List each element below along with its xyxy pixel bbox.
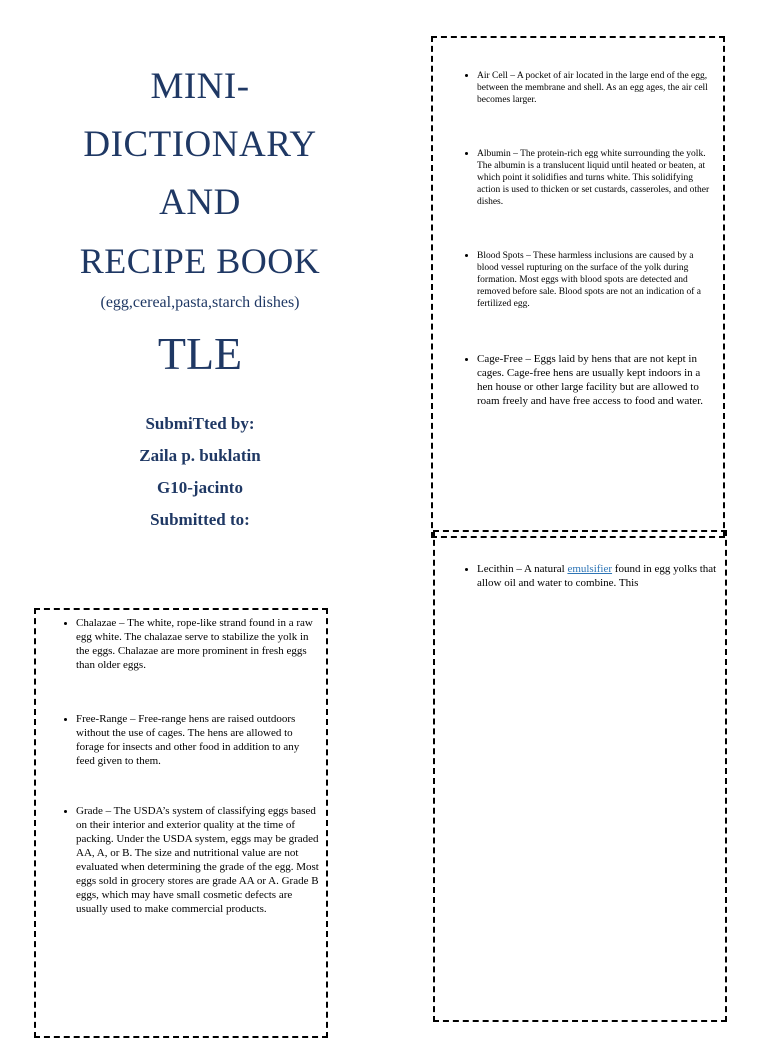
lecithin-text-after: found in egg yolks that allow oil and water to combine. This [477,563,717,589]
glossary-entry-cage-free: • Cage-Free – Eggs laid by hens that are not kept in cages. Cage-free hens are usually kept indoors in a hen house or other large facility but are allowed to roam freely and have free access to food and water. [477,352,715,408]
glossary-list [439,70,715,408]
glossary-list [439,562,719,590]
emulsifier-link[interactable]: emulsifier [567,563,613,575]
student-name: Zaila p. buklatin [139,446,261,465]
cover-section [40,58,360,536]
title-line-3: AND [159,182,241,223]
submitted-by-label: SubmiTted by: [145,414,255,433]
glossary-list [38,616,320,916]
lecithin-text-before: Lecithin – A natural [477,563,568,575]
glossary-entry-albumin: • Albumin – The protein-rich egg white surrounding the yolk. The albumin is a translucent liquid until heated or beaten, at which point it solidifies and turns white. This solidifying action is used to thicken or set custards, casseroles, and other dishes. [477,148,715,208]
glossary-box-bottom-left [34,608,328,1038]
glossary-entry-grade: • Grade – The USDA’s system of classifying eggs based on their interior and exterior quality at the time of packing. Under the USDA system, eggs may be graded AA, A, or B. The size and nutritional value are not evaluated when determining the grade of the egg. Most eggs sold in grocery stores are grade AA or A. Grade B eggs, which may have small cosmetic defects are usually used to make commercial products. [76,804,320,916]
glossary-entry-lecithin [477,562,719,590]
glossary-entry-chalazae: • Chalazae – The white, rope-like strand found in a raw egg white. The chalazae serve to stabilize the yolk in the eggs. Chalazae are more prominent in fresh eggs than older eggs. [76,616,320,672]
glossary-entry-blood-spots: • Blood Spots – These harmless inclusions are caused by a blood vessel rupturing on the surface of the yolk during formation. Most eggs with blood spots are detected and removed before sale. Blood spots are not an indication of a fertilized egg. [477,250,715,310]
glossary-box-bottom-right [433,530,727,1022]
glossary-entry-free-range: • Free-Range – Free-range hens are raised outdoors without the use of cages. The hens are allowed to forage for insects and other food in addition to any feed given to them. [76,712,320,768]
glossary-entry-air-cell: • Air Cell – A pocket of air located in the large end of the egg, between the membrane and shell. As an egg ages, the air cell becomes larger. [477,70,715,106]
credits [40,408,360,536]
glossary-box-top-right [431,36,725,538]
submitted-to-label: Submitted to: [150,510,250,529]
title-line-2: DICTIONARY [83,124,317,165]
title-line-4: RECIPE BOOK [79,241,321,281]
subject-title: TLE [157,328,243,379]
subtitle: (egg,cereal,pasta,starch dishes) [100,294,300,311]
section: G10-jacinto [157,478,243,497]
title-line-1: MINI- [150,66,250,107]
